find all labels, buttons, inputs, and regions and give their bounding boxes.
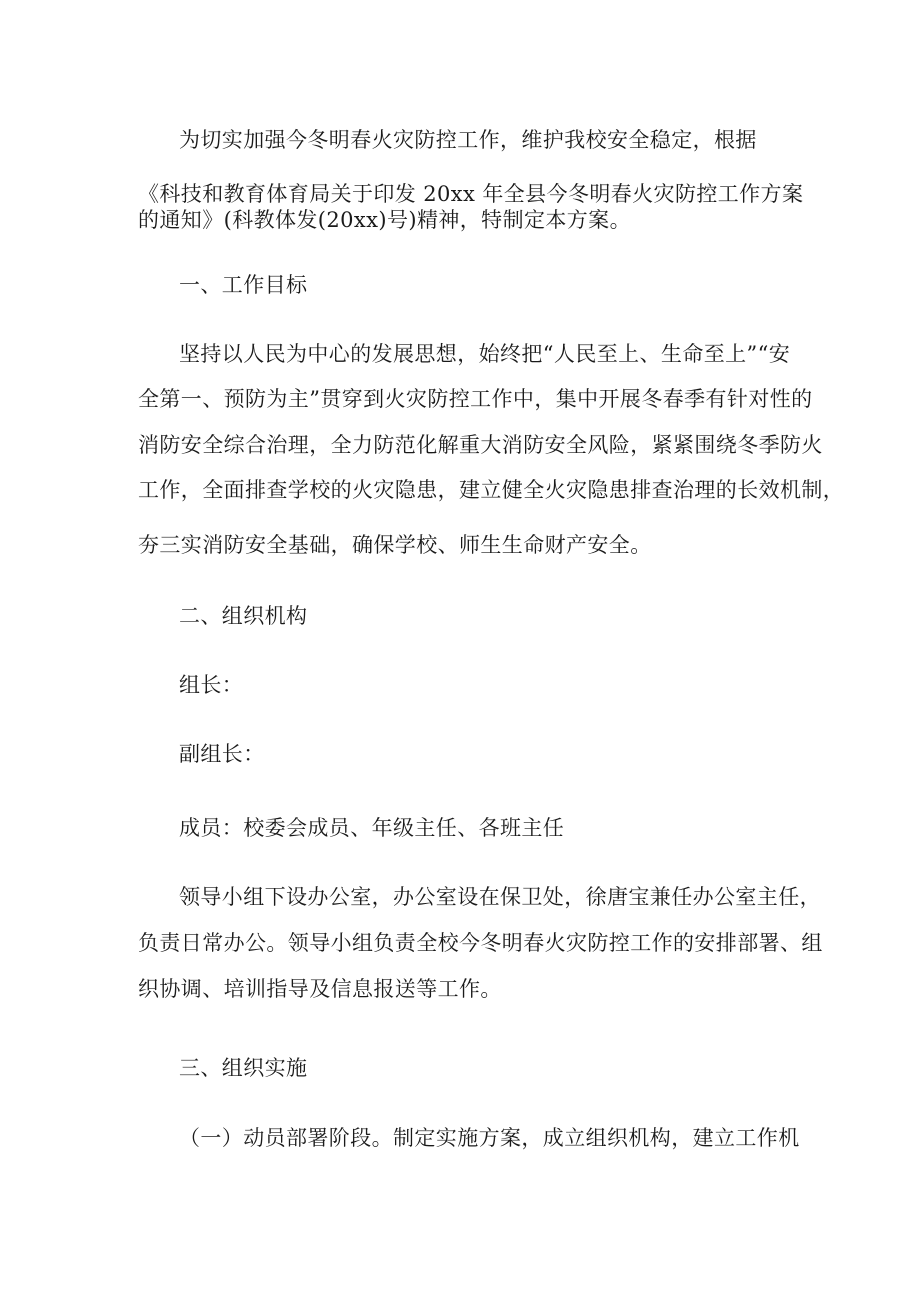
goals-paragraph-line-4: 工作，全面排查学校的火灾隐患，建立健全火灾隐患排查治理的长效机制， [138, 478, 845, 502]
goals-paragraph-line-2: 全第一、预防为主”贯穿到火灾防控工作中，集中开展冬春季有针对性的 [138, 387, 813, 411]
office-paragraph-line-2: 负责日常办公。领导小组负责全校今冬明春火灾防控工作的安排部署、组 [138, 931, 823, 955]
goals-paragraph-line-3: 消防安全综合治理，全力防范化解重大消防安全风险，紧紧围绕冬季防火 [138, 433, 823, 457]
section-heading-goals: 一、工作目标 [179, 273, 308, 297]
office-paragraph-line-3: 织协调、培训指导及信息报送等工作。 [138, 977, 502, 1001]
section-heading-implementation: 三、组织实施 [179, 1056, 308, 1080]
goals-paragraph-line-5: 夯三实消防安全基础，确保学校、师生生命财产安全。 [138, 533, 652, 557]
intro-line-1: 为切实加强今冬明春火灾防控工作，维护我校安全稳定，根据 [179, 128, 757, 152]
goals-paragraph-line-1: 坚持以人民为中心的发展思想，始终把“人民至上、生命至上”“安 [179, 342, 791, 366]
intro-line-3: 的通知》(科教体发(20xx)号)精神，特制定本方案。 [138, 208, 631, 232]
org-deputy-leader: 副组长： [179, 742, 265, 766]
intro-line-2: 《科技和教育体育局关于印发 20xx 年全县今冬明春火灾防控工作方案 [138, 182, 804, 206]
section-heading-organization: 二、组织机构 [179, 604, 308, 628]
org-members: 成员：校委会成员、年级主任、各班主任 [179, 816, 565, 840]
implementation-item-1: （一）动员部署阶段。制定实施方案，成立组织机构，建立工作机 [179, 1126, 800, 1150]
org-leader: 组长： [179, 673, 244, 697]
office-paragraph-line-1: 领导小组下设办公室，办公室设在保卫处，徐唐宝兼任办公室主任， [179, 885, 821, 909]
